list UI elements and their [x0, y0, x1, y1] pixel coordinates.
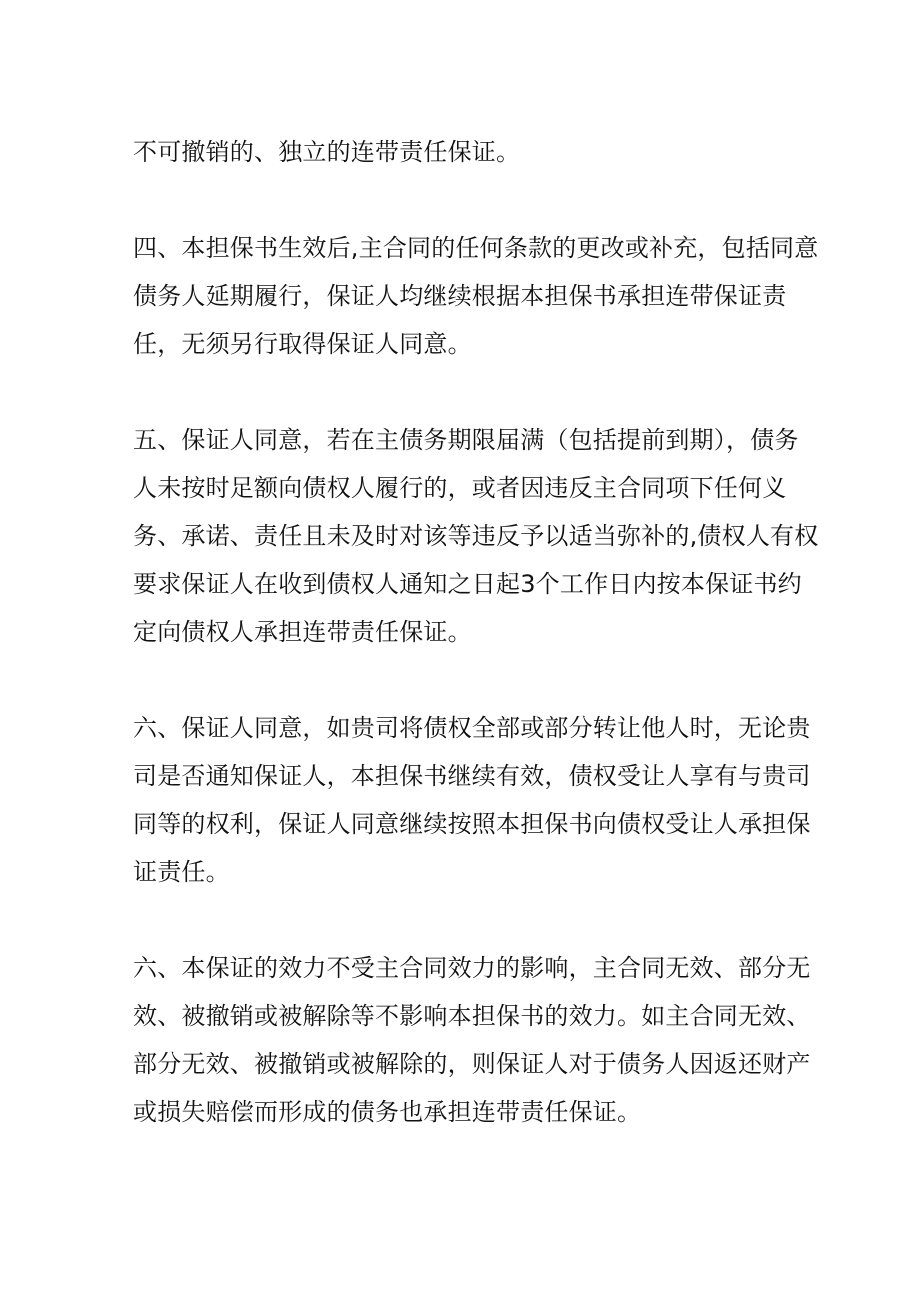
- text-line: 务、承诺、责任且未及时对该等违反予以适当弥补的,债权人有权: [133, 522, 819, 550]
- text-line: 同等的权利，保证人同意继续按照本担保书向债权受让人承担保: [133, 810, 811, 838]
- text-line: 效、被撤销或被解除等不影响本担保书的效力。如主合同无效、: [133, 1002, 811, 1030]
- text-line: 六、保证人同意，如贵司将债权全部或部分转让他人时，无论贵: [133, 714, 811, 742]
- text-line: 人未按时足额向债权人履行的，或者因违反主合同项下任何义: [133, 474, 787, 502]
- paragraph-clause-5: [133, 416, 819, 656]
- text-line: 部分无效、被撤销或被解除的，则保证人对于债务人因返还财产: [133, 1050, 811, 1078]
- paragraph-clause-4: [133, 224, 819, 368]
- text-line: 司是否通知保证人，本担保书继续有效，债权受让人享有与贵司: [133, 762, 811, 790]
- text-line: 不可撤销的、独立的连带责任保证。: [133, 138, 521, 166]
- text-line: 证责任。: [133, 858, 230, 886]
- text-line: 或损失赔偿而形成的债务也承担连带责任保证。: [133, 1098, 642, 1126]
- text-line: 任，无须另行取得保证人同意。: [133, 330, 472, 358]
- text-line: 六、本保证的效力不受主合同效力的影响，主合同无效、部分无: [133, 954, 811, 982]
- text-line: 五、保证人同意，若在主债务期限届满（包括提前到期），债务: [133, 426, 799, 454]
- document-body: [133, 128, 819, 1184]
- text-line: 四、本担保书生效后,主合同的任何条款的更改或补充，包括同意: [133, 234, 819, 262]
- text-line: 定向债权人承担连带责任保证。: [133, 618, 472, 646]
- paragraph-clause-3-end: [133, 128, 793, 176]
- paragraph-clause-6b: [133, 944, 811, 1136]
- text-line: 债务人延期履行，保证人均继续根据本担保书承担连带保证责: [133, 282, 787, 310]
- text-line: 要求保证人在收到债权人通知之日起3个工作日内按本保证书约: [133, 570, 802, 598]
- paragraph-clause-6a: [133, 704, 811, 896]
